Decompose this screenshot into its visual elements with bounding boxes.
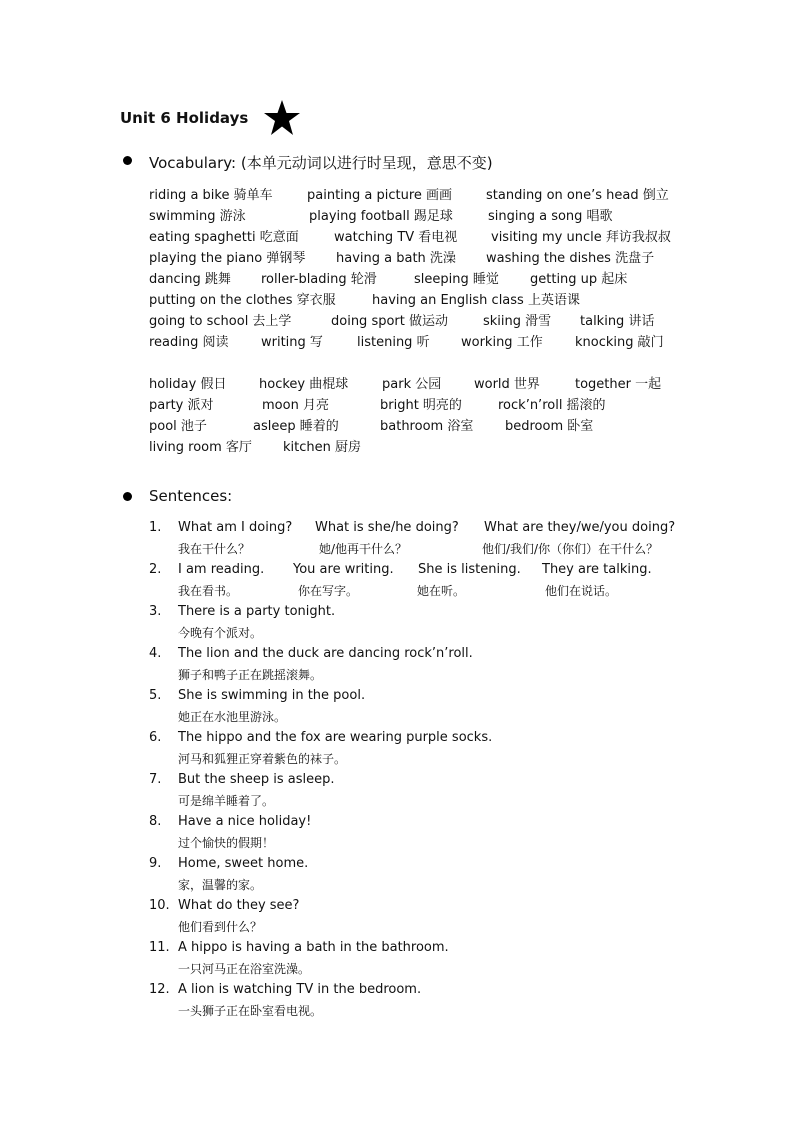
sentence-chinese: 过个愉快的假期！: [178, 836, 275, 850]
vocab-item: playing the piano 弹钢琴: [149, 251, 306, 266]
vocab-item: hockey 曲棍球: [259, 377, 349, 392]
vocab-item: sleeping 睡觉: [414, 272, 499, 287]
sentence-chinese: 我在看书。: [178, 584, 239, 598]
vocab-item: having a bath 洗澡: [336, 251, 456, 266]
vocab-item: rock’n’roll 摇滚的: [498, 398, 606, 413]
vocab-item: moon 月亮: [262, 398, 329, 413]
vocab-item: standing on one’s head 倒立: [486, 188, 669, 203]
vocab-item: washing the dishes 洗盘子: [486, 251, 655, 266]
vocab-item: riding a bike 骑单车: [149, 188, 273, 203]
sentence-number: 4.: [149, 646, 162, 661]
sentence-english: What are they/we/you doing?: [484, 520, 676, 535]
sentence-chinese: 一头狮子正在卧室看电视。: [178, 1004, 323, 1018]
vocab-item: roller-blading 轮滑: [261, 272, 377, 287]
vocab-item: asleep 睡着的: [253, 419, 339, 434]
vocab-item: pool 池子: [149, 419, 207, 434]
sentence-english: A lion is watching TV in the bedroom.: [178, 982, 422, 997]
sentence-english: They are talking.: [542, 562, 652, 577]
sentence-number: 8.: [149, 814, 162, 829]
vocab-item: holiday 假日: [149, 377, 227, 392]
vocab-item: getting up 起床: [530, 272, 628, 287]
sentence-english: What is she/he doing?: [315, 520, 459, 535]
sentence-english: A hippo is having a bath in the bathroom.: [178, 940, 449, 955]
vocab-item: dancing 跳舞: [149, 272, 231, 287]
sentence-chinese: 他们/我们/你（你们）在干什么？: [482, 542, 659, 556]
vocab-item: listening 听: [357, 335, 430, 350]
vocab-item: skiing 滑雪: [483, 314, 552, 329]
vocab-item: talking 讲话: [580, 314, 655, 329]
vocab-item: painting a picture 画画: [307, 188, 453, 203]
sentence-chinese: 一只河马正在浴室洗澡。: [178, 962, 311, 976]
vocab-item: bathroom 浴室: [380, 419, 474, 434]
sentence-number: 1.: [149, 520, 162, 535]
sentence-english: The lion and the duck are dancing rock’n’roll.: [178, 646, 473, 661]
vocab-item: putting on the clothes 穿衣服: [149, 293, 336, 308]
sentence-english: The hippo and the fox are wearing purple socks.: [178, 730, 493, 745]
sentence-english: Have a nice holiday!: [178, 814, 312, 829]
sentence-chinese: 她正在水池里游泳。: [178, 710, 287, 724]
vocab-item: working 工作: [461, 335, 543, 350]
star-icon: [262, 98, 302, 138]
sentence-chinese: 我在干什么？: [178, 542, 251, 556]
sentence-chinese: 家，温馨的家。: [178, 878, 263, 892]
vocab-item: bedroom 卧室: [505, 419, 594, 434]
vocab-item: party 派对: [149, 398, 214, 413]
vocab-item: playing football 踢足球: [309, 209, 453, 224]
sentence-chinese: 河马和狐狸正穿着紫色的袜子。: [178, 752, 347, 766]
sentence-chinese: 你在写字。: [298, 584, 359, 598]
page-title: Unit 6 Holidays: [120, 109, 249, 127]
sentence-english: She is listening.: [418, 562, 521, 577]
vocab-item: having an English class 上英语课: [372, 293, 580, 308]
vocab-item: reading 阅读: [149, 335, 229, 350]
sentence-english: She is swimming in the pool.: [178, 688, 366, 703]
sentence-number: 6.: [149, 730, 162, 745]
bullet-icon: [123, 492, 132, 501]
vocabulary-heading: Vocabulary: (本单元动词以进行时呈现，意思不变): [149, 154, 493, 172]
vocab-item: going to school 去上学: [149, 314, 292, 329]
bullet-icon: [123, 156, 132, 165]
sentence-number: 5.: [149, 688, 162, 703]
vocab-item: watching TV 看电视: [334, 230, 458, 245]
vocab-item: writing 写: [261, 335, 323, 350]
sentence-number: 7.: [149, 772, 162, 787]
sentence-english: There is a party tonight.: [178, 604, 336, 619]
vocab-item: kitchen 厨房: [283, 440, 361, 455]
sentence-chinese: 他们看到什么？: [178, 920, 263, 934]
sentence-english: What am I doing?: [178, 520, 293, 535]
sentence-chinese: 她在听。: [417, 584, 466, 598]
sentence-number: 10.: [149, 898, 170, 913]
vocab-item: living room 客厅: [149, 440, 252, 455]
sentence-english: You are writing.: [293, 562, 394, 577]
sentence-chinese: 他们在说话。: [545, 584, 618, 598]
sentence-chinese: 今晚有个派对。: [178, 626, 263, 640]
sentence-number: 9.: [149, 856, 162, 871]
sentence-english: I am reading.: [178, 562, 265, 577]
vocab-item: knocking 敲门: [575, 335, 664, 350]
vocab-item: bright 明亮的: [380, 398, 462, 413]
vocab-item: visiting my uncle 拜访我叔叔: [491, 230, 671, 245]
sentence-english: What do they see?: [178, 898, 300, 913]
sentence-english: But the sheep is asleep.: [178, 772, 335, 787]
sentence-english: Home, sweet home.: [178, 856, 309, 871]
vocab-item: eating spaghetti 吃意面: [149, 230, 299, 245]
vocab-item: doing sport 做运动: [331, 314, 448, 329]
vocab-item: swimming 游泳: [149, 209, 246, 224]
sentence-number: 2.: [149, 562, 162, 577]
vocab-item: together 一起: [575, 377, 662, 392]
vocab-item: world 世界: [474, 377, 540, 392]
sentence-chinese: 可是绵羊睡着了。: [178, 794, 275, 808]
vocab-item: park 公园: [382, 377, 442, 392]
sentence-chinese: 她/他再干什么？: [319, 542, 408, 556]
sentences-heading: Sentences:: [149, 487, 233, 505]
vocab-item: singing a song 唱歌: [488, 209, 613, 224]
sentence-number: 3.: [149, 604, 162, 619]
sentence-chinese: 狮子和鸭子正在跳摇滚舞。: [178, 668, 323, 682]
sentence-number: 11.: [149, 940, 170, 955]
sentence-number: 12.: [149, 982, 170, 997]
